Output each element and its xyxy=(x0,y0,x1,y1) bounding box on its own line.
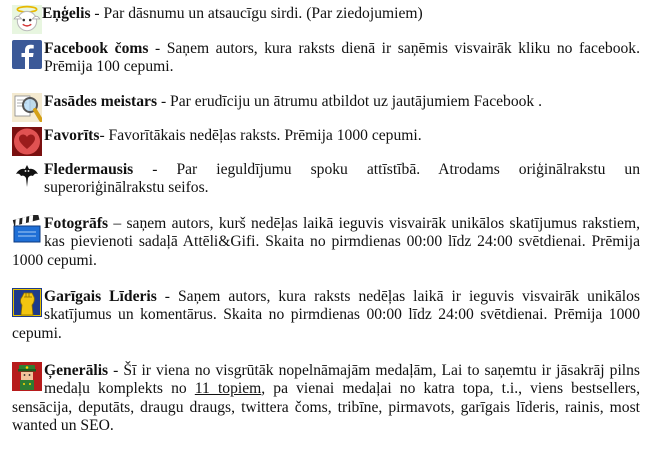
bat-icon xyxy=(12,161,42,190)
medal-entry-favorits xyxy=(12,127,640,156)
magnifier-icon xyxy=(12,93,42,122)
medal-description: - Saņem autors, kura raksts nedēļas laikā ir ieguvis visvairāk unikālos skatījumus un komentārus. Skaita no pirmdienas 00:00 līdz 24:00 svētdienai. Prēmija 1000 cepumi. xyxy=(12,288,640,342)
medal-description: - Favorītākais nedēļas raksts. Prēmija 1000 cepumi. xyxy=(99,127,422,144)
medal-entry-engelis xyxy=(12,5,640,32)
medal-entry-facebook-coms xyxy=(12,40,640,77)
heart-icon xyxy=(12,127,42,156)
medal-title: Facebook čoms xyxy=(44,40,149,57)
general-icon xyxy=(12,362,42,391)
medal-description: - Par ieguldījumu spoku attīstībā. Atrodams oriģinālrakstu un superoriģinālrakstu seifos. xyxy=(44,161,640,197)
clapperboard-icon xyxy=(12,215,42,244)
medal-entry-generalis xyxy=(12,362,640,436)
top-list-link[interactable]: 11 topiem xyxy=(194,380,262,398)
medal-description: - Šī ir viena no visgrūtāk nopelnāmajām medaļām, Lai to saņemtu ir jāsakrāj pilns medaļu komplekts no xyxy=(44,362,640,398)
facebook-icon xyxy=(12,40,42,69)
angel-icon xyxy=(12,5,40,32)
medal-title: Fotogrāfs xyxy=(44,215,109,232)
medal-description: - Par dāsnumu un atsaucīgu sirdi. (Par ziedojumiem) xyxy=(90,5,423,22)
medal-entry-fledermausis xyxy=(12,161,640,198)
medal-description: - Saņem autors, kura raksts dienā ir saņēmis visvairāk kliku no facebook. Prēmija 100 cepumi. xyxy=(44,40,640,76)
medal-description-continued: , pa vienai medaļai no katra topa, t.i., viens bestsellers, sensācija, deputāts, draugu draugs, twittera čoms, tribīne, pirmavots, garīgais līderis, rainis, most wanted un SEO. xyxy=(12,380,640,435)
medal-entry-fotografs xyxy=(12,215,640,270)
medal-title: Garīgais Līderis xyxy=(44,288,157,305)
raised-fist-icon xyxy=(12,288,42,317)
medal-description: – saņem autors, kurš nedēļas laikā ieguvis visvairāk unikālos skatījumus rakstiem, kas pievienoti sadaļā Attēli&Gifi. Skaita no pirmdienas 00:00 līdz 24:00 svētdienai. Prēmija 1000 cepumi. xyxy=(12,215,640,269)
medal-title: Fledermausis xyxy=(44,161,134,178)
medal-entry-garigais-lideris xyxy=(12,288,640,343)
medal-title: Favorīts xyxy=(44,127,100,144)
medal-entry-fasades-meistars xyxy=(12,93,640,122)
medal-title: Ģenerālis xyxy=(44,362,109,379)
medal-title: Eņģelis xyxy=(42,5,91,22)
medal-title: Fasādes meistars xyxy=(44,93,158,110)
medal-description: - Par erudīciju un ātrumu atbildot uz jautājumiem Facebook . xyxy=(157,93,543,110)
